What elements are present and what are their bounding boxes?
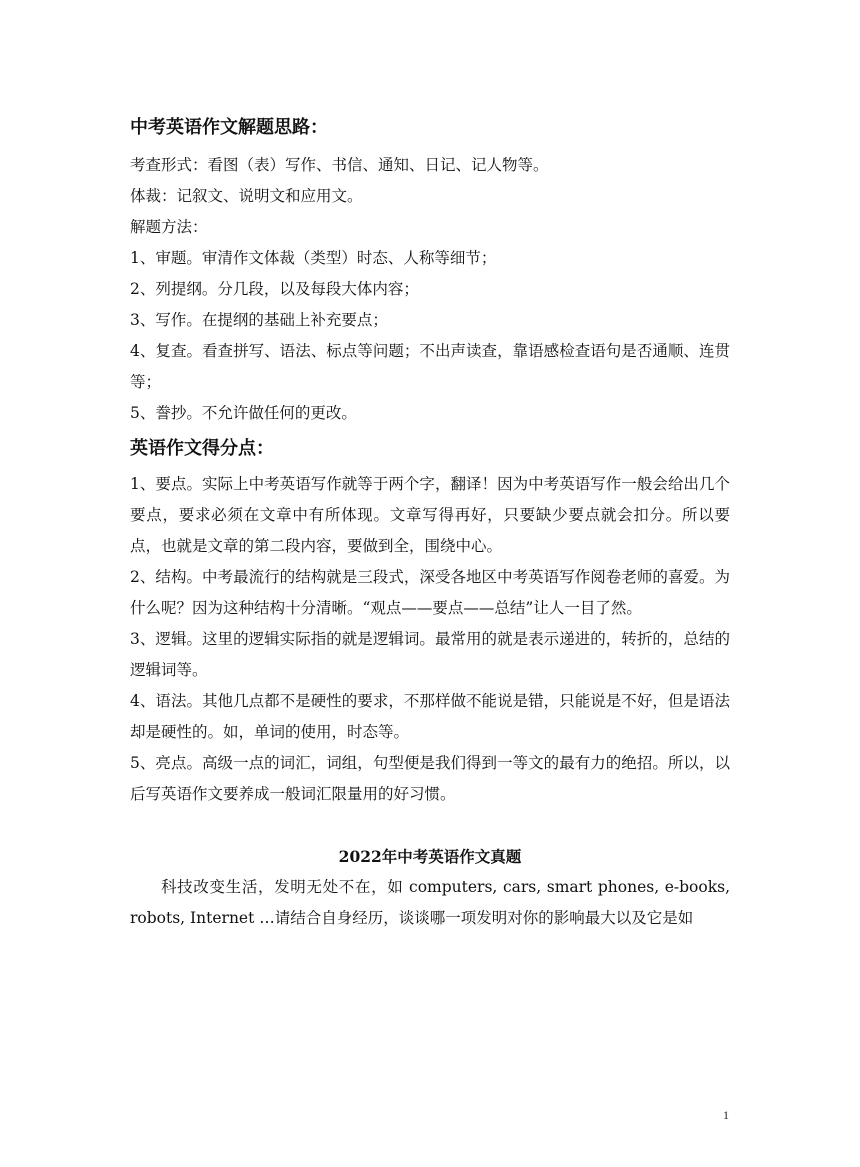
scoring-point-2: 2、结构。中考最流行的结构就是三段式，深受各地区中考英语写作阅卷老师的喜爱。为什么呢？因为这种结构十分清晰。“观点——要点——总结”让人一目了然。 bbox=[130, 568, 730, 617]
step-4: 4、复查。看查拼写、语法、标点等问题；不出声读查，靠语感检查语句是否通顺、连贯等； bbox=[130, 342, 730, 391]
scoring-point-3: 3、逻辑。这里的逻辑实际指的就是逻辑词。最常用的就是表示递进的，转折的，总结的逻辑词等。 bbox=[130, 630, 730, 679]
paragraph-genre: 体裁：记叙文、说明文和应用文。 bbox=[130, 187, 363, 205]
document-content bbox=[130, 112, 730, 934]
paragraph-method-label: 解题方法： bbox=[130, 218, 208, 236]
exam-title: 2022年中考英语作文真题 bbox=[338, 847, 522, 866]
exam-prompt: 科技改变生活，发明无处不在，如 computers, cars, smart phones, e-books, robots, Internet …请结合自身经历，谈谈哪一项发明对你的影响最大以及它是如 bbox=[130, 878, 730, 927]
step-5: 5、誊抄。不允许做任何的更改。 bbox=[130, 404, 357, 422]
step-3: 3、写作。在提纲的基础上补充要点； bbox=[130, 311, 388, 329]
scoring-point-5: 5、亮点。高级一点的词汇，词组，句型便是我们得到一等文的最有力的绝招。所以，以后写英语作文要养成一般词汇限量用的好习惯。 bbox=[130, 754, 730, 803]
step-1: 1、审题。审清作文体裁（类型）时态、人称等细节； bbox=[130, 249, 497, 267]
section-heading-approach: 中考英语作文解题思路： bbox=[130, 117, 328, 138]
step-2: 2、列提纲。分几段，以及每段大体内容； bbox=[130, 280, 419, 298]
section-heading-scoring: 英语作文得分点： bbox=[130, 438, 274, 459]
scoring-point-1: 1、要点。实际上中考英语写作就等于两个字，翻译！因为中考英语写作一般会给出几个要点，要求必须在文章中有所体现。文章写得再好，只要缺少要点就会扣分。所以要点，也就是文章的第二段内容，要做到全，围绕中心。 bbox=[130, 475, 730, 555]
scoring-point-4: 4、语法。其他几点都不是硬性的要求，不那样做不能说是错，只能说是不好，但是语法却是硬性的。如，单词的使用，时态等。 bbox=[130, 692, 730, 741]
page-number: 1 bbox=[723, 1108, 729, 1122]
paragraph-format: 考查形式：看图（表）写作、书信、通知、日记、记人物等。 bbox=[130, 156, 549, 174]
